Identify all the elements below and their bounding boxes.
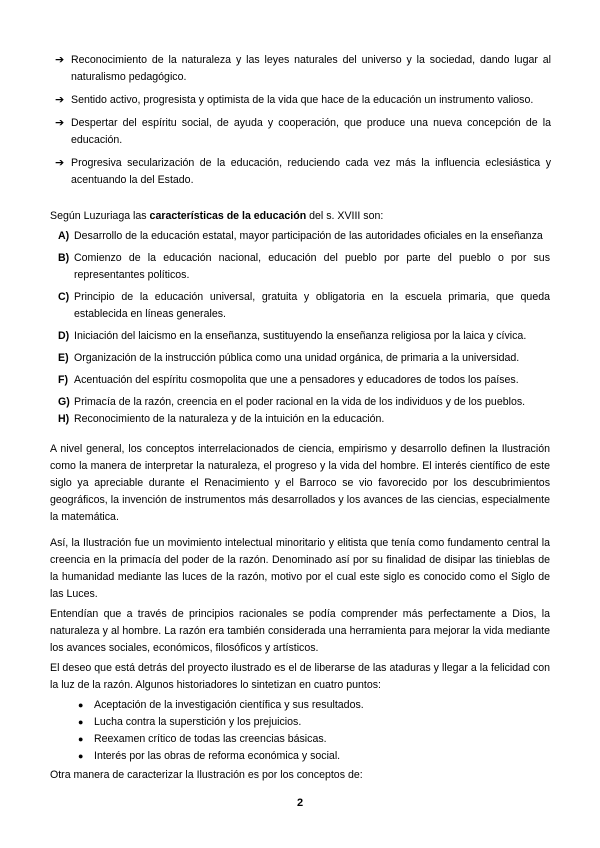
characteristic-item [58, 350, 550, 367]
arrow-right-icon: ➔ [55, 54, 65, 66]
characteristic-item [58, 289, 550, 323]
page-number: 2 [296, 797, 304, 809]
item-text: Acentuación del espíritu cosmopolita que une a pensadores y educadores de todos los países. [74, 374, 519, 386]
item-text: Primacía de la razón, creencia en el poder racional en la vida de los individuos y de los pueblos. [74, 396, 526, 408]
intro-suffix: del s. XVIII son: [306, 210, 384, 222]
arrow-list-item [55, 115, 551, 149]
arrow-right-icon: ➔ [55, 94, 65, 106]
arrow-list-item [55, 52, 551, 86]
characteristic-item [58, 328, 550, 345]
arrow-right-icon: ➔ [55, 157, 65, 169]
bullet-text: Reexamen crítico de todas las creencias básicas. [94, 733, 327, 745]
arrow-list-item [55, 92, 551, 109]
arrow-item-text: Despertar del espíritu social, de ayuda y cooperación, que produce una nueva concepción de la educación. [71, 117, 551, 146]
characteristic-item [58, 250, 550, 284]
item-label: E) [58, 352, 69, 364]
item-text: Iniciación del laicismo en la enseñanza, sustituyendo la enseñanza religiosa por la laica y cívica. [74, 330, 527, 342]
bullet-dot-icon: ● [78, 734, 84, 744]
intro-bold: características de la educación [149, 210, 307, 222]
item-text: Desarrollo de la educación estatal, mayor participación de las autoridades oficiales en la enseñanza [74, 230, 543, 242]
item-label: A) [58, 230, 70, 242]
arrow-item-text: Sentido activo, progresista y optimista de la vida que hace de la educación un instrumento valioso. [71, 94, 534, 106]
item-label: G) [58, 396, 70, 408]
item-label: H) [58, 413, 70, 425]
bullet-text: Aceptación de la investigación científica y sus resultados. [94, 699, 364, 711]
bullet-dot-icon: ● [78, 751, 84, 761]
characteristic-item [58, 394, 550, 411]
paragraph-deseo: El deseo que está detrás del proyecto ilustrado es el de liberarse de las ataduras y llegar a la felicidad con la luz de la razón. Algunos historiadores lo sintetizan en cuatro puntos: [50, 662, 550, 691]
paragraph-ilustracion-movimiento: Así, la Ilustración fue un movimiento intelectual minoritario y elitista que tenía como fundamento central la creencia en la primacía del poder de la razón. Denominado así por su finalidad de disipar las tinieblas de la humanidad mediante las luces de la razón, motivo por el cual este siglo es conocido como el Siglo de las Luces. [50, 537, 550, 600]
characteristics-list [58, 228, 550, 428]
item-text: Principio de la educación universal, gratuita y obligatoria en la escuela primaria, que queda establecida en líneas generales. [74, 291, 550, 320]
bullet-list [78, 697, 538, 765]
paragraph-ilustracion-general: A nivel general, los conceptos interrelacionados de ciencia, empirismo y desarrollo definen la Ilustración como la manera de interpretar la naturaleza, el progreso y la vida del hombre. El interés científico de este siglo ya apreciable durante el Renacimiento y el Barroco se vio favorecido por los descubrimientos geográficos, la invención de instrumentos más desarrollados y los avances de las ciencias, especialmente la matemática. [50, 443, 550, 523]
item-label: F) [58, 374, 68, 386]
item-text: Organización de la instrucción pública como una unidad orgánica, de primaria a la universidad. [74, 352, 520, 364]
paragraph-razon: Entendían que a través de principios racionales se podía comprender más perfectamente a Dios, la naturaleza y al hombre. La razón era también considerada una herramienta para mejorar la vida mediante los avances sociales, económicos, filosóficos y artísticos. [50, 608, 550, 654]
characteristic-item [58, 228, 550, 245]
arrow-item-text: Progresiva secularización de la educación, reduciendo cada vez más la influencia eclesiástica y acentuando la del Estado. [71, 157, 551, 186]
bullet-dot-icon: ● [78, 717, 84, 727]
item-label: B) [58, 252, 70, 264]
item-label: C) [58, 291, 70, 303]
bullet-list-item [78, 748, 538, 765]
arrow-list [55, 52, 551, 195]
characteristic-item [58, 411, 550, 428]
bullet-list-item [78, 697, 538, 714]
arrow-item-text: Reconocimiento de la naturaleza y las leyes naturales del universo y la sociedad, dando lugar al naturalismo pedagógico. [71, 54, 551, 83]
item-text: Comienzo de la educación nacional, educación del pueblo por parte del pueblo o por sus representantes políticos. [74, 252, 550, 281]
bullet-list-item [78, 714, 538, 731]
characteristic-item [58, 372, 550, 389]
bullet-dot-icon: ● [78, 700, 84, 710]
arrow-list-item [55, 155, 551, 189]
arrow-right-icon: ➔ [55, 117, 65, 129]
closing-line: Otra manera de caracterizar la Ilustración es por los conceptos de: [50, 769, 363, 781]
bullet-text: Lucha contra la superstición y los prejuicios. [94, 716, 302, 728]
bullet-text: Interés por las obras de reforma económica y social. [94, 750, 341, 762]
characteristics-intro [50, 208, 550, 225]
item-text: Reconocimiento de la naturaleza y de la intuición en la educación. [74, 413, 385, 425]
intro-prefix: Según Luzuriaga las [50, 210, 150, 222]
item-label: D) [58, 330, 70, 342]
bullet-list-item [78, 731, 538, 748]
